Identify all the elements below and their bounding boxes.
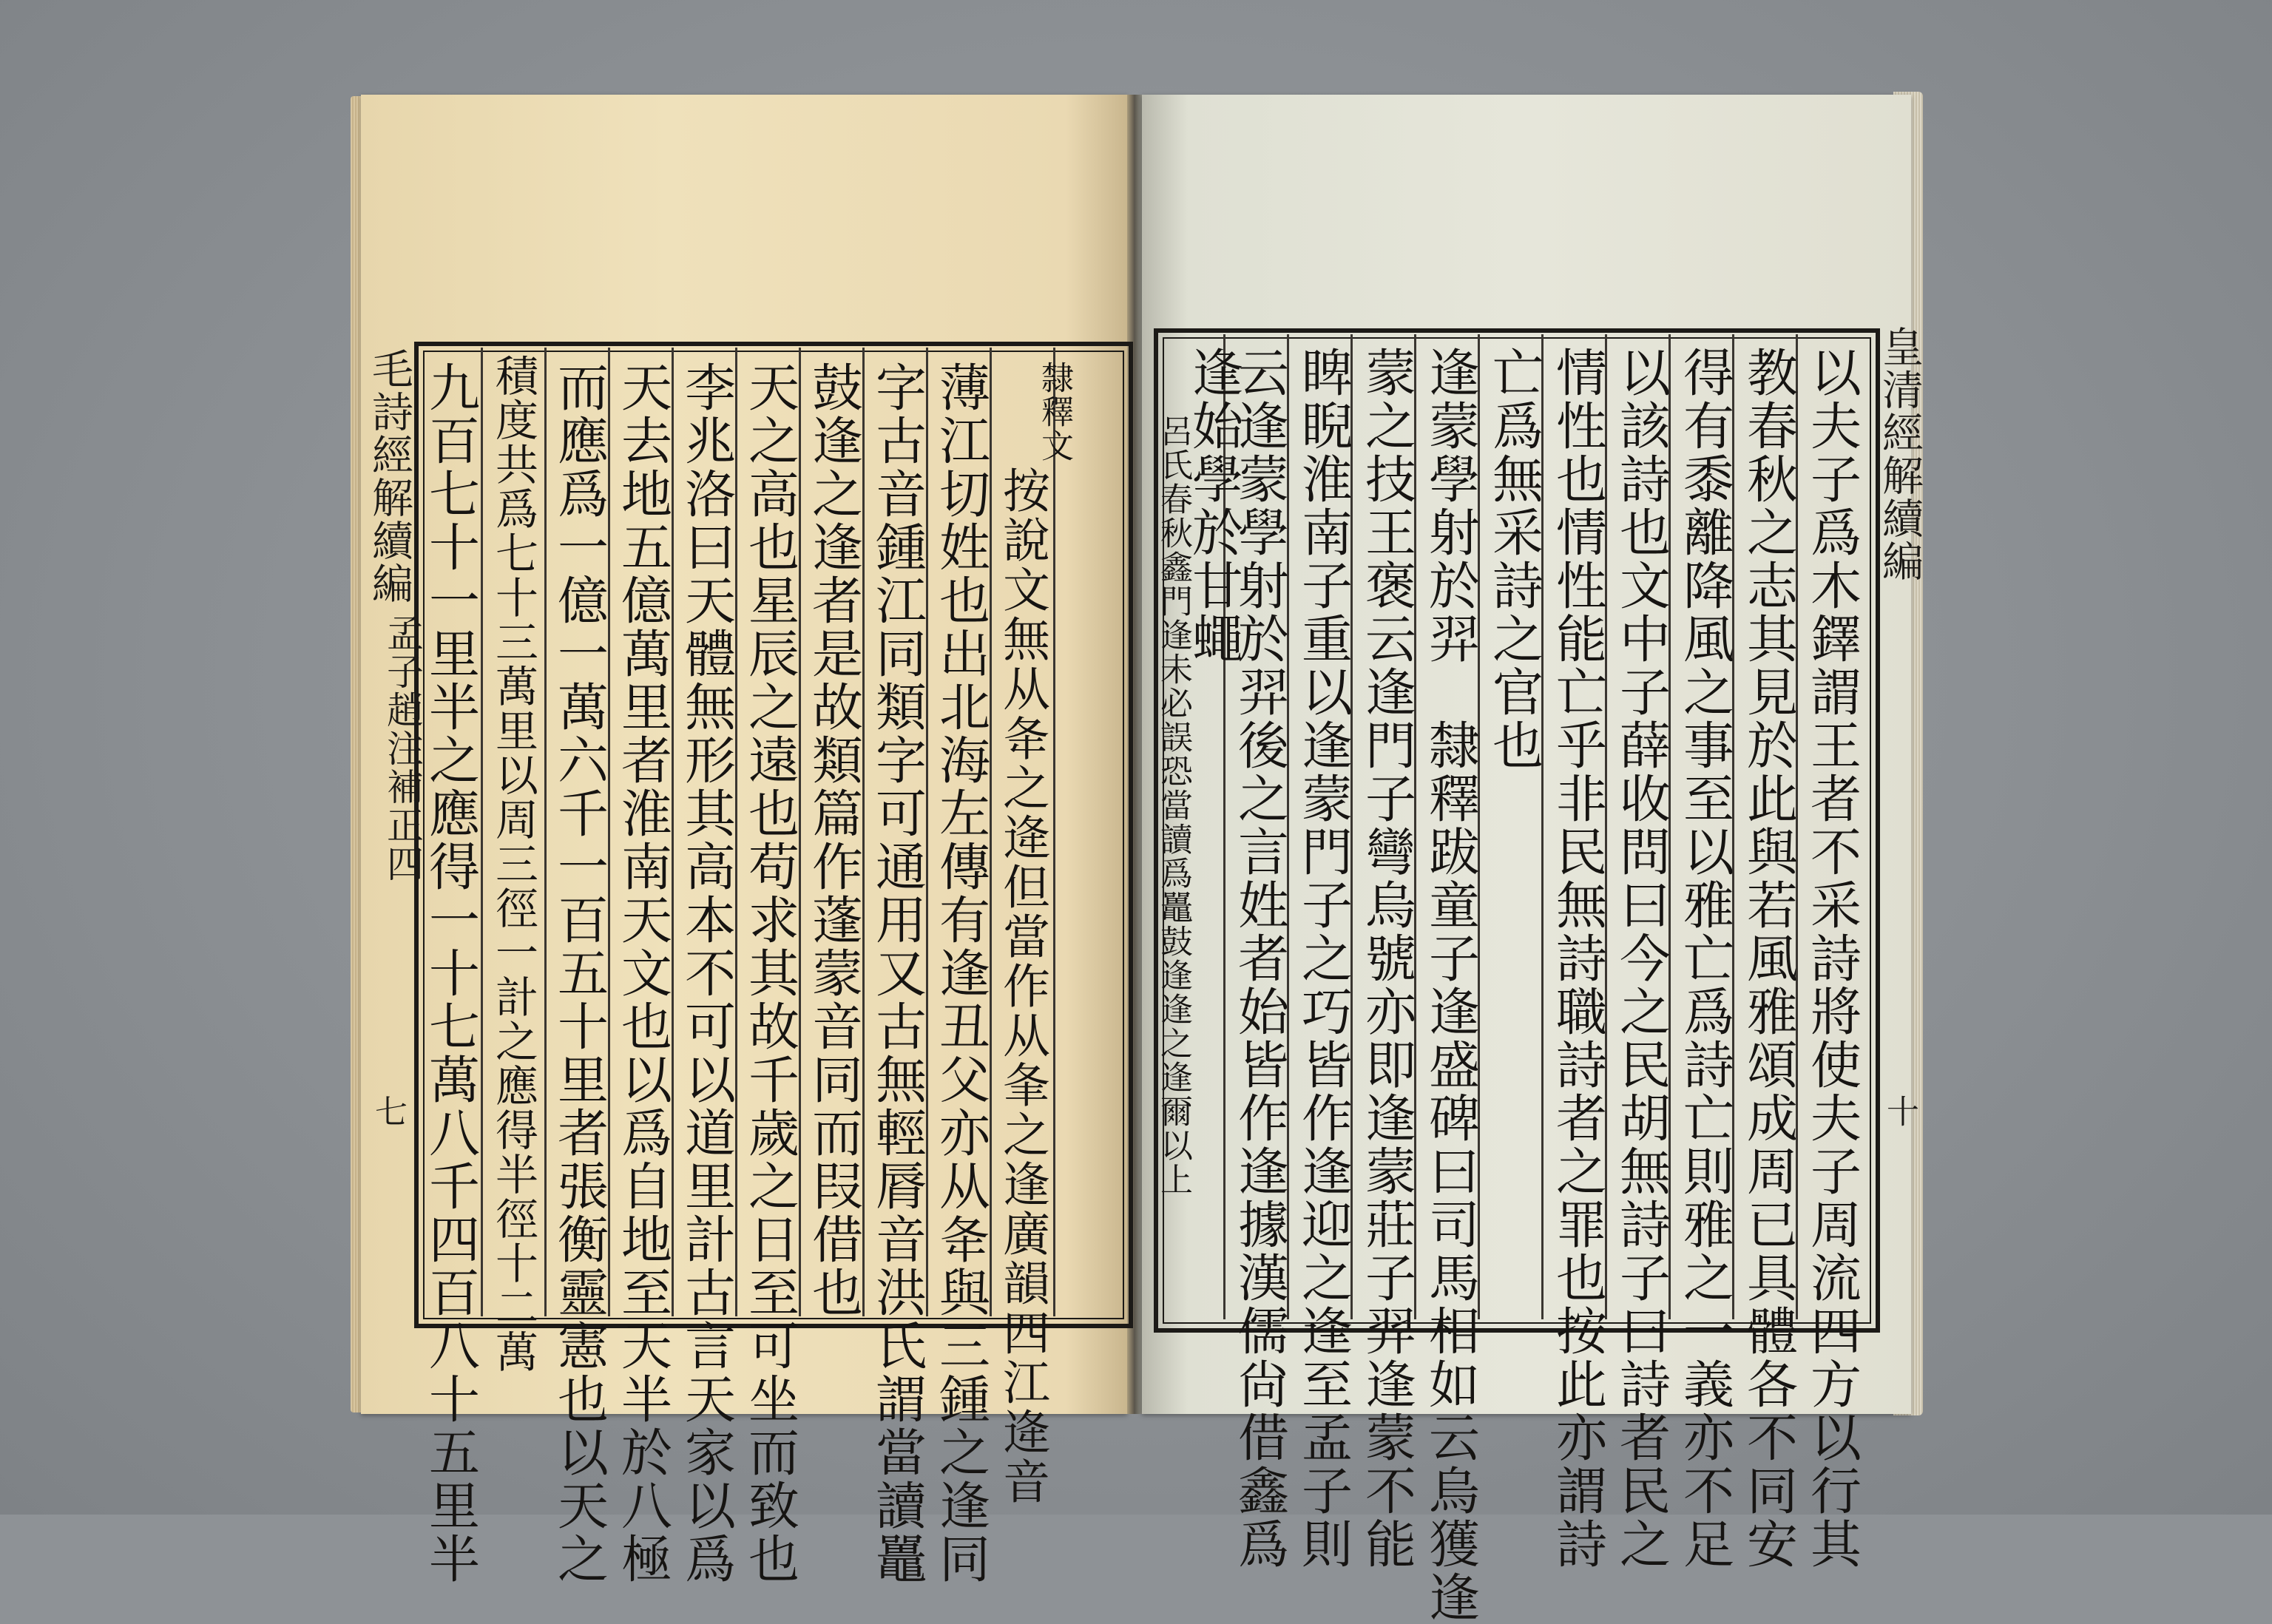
- text-column: 逢始學於甘蠅: [1183, 346, 1242, 666]
- right-running-title: 皇清經解續編: [1876, 325, 1924, 583]
- column-rule: [799, 348, 801, 1316]
- left-running-title: 毛詩經解續編: [365, 348, 413, 605]
- text-column: 字古音鍾江同類字可通用又古無輕脣音洪氏謂當讀鼉: [867, 361, 926, 1586]
- text-column: 積度共爲七十三萬里以周三徑一計之應得半徑十二萬: [488, 353, 538, 1374]
- text-column: 天去地五億萬里者淮南天文也以爲自地至天半於八極: [612, 361, 672, 1586]
- text-column: 情性也情性能亡乎非民無詩職詩者之罪也按此亦謂詩: [1547, 346, 1606, 1571]
- column-rule: [862, 348, 865, 1316]
- text-column: 教春秋之志其見於此與若風雅頌成周已具體各不同安: [1738, 346, 1797, 1571]
- right-folio: 十: [1881, 1094, 1918, 1127]
- column-rule: [926, 348, 928, 1316]
- text-column: 得有黍離降風之事至以雅亡爲詩亡則雅之一義亦不足: [1674, 346, 1734, 1571]
- column-rule: [481, 348, 483, 1316]
- text-column-commentary: 呂氏春秋鑫門逢未必誤恐當讀爲鼉鼓逢逢之逢爾以上: [1154, 414, 1192, 1197]
- left-section-title: 孟子趙注補正四: [381, 614, 424, 883]
- text-column-heading: 隸釋文: [1035, 361, 1073, 463]
- text-column: 按說文無从夅之逄但當作从夆之逢廣韻四江逄音: [995, 466, 1049, 1506]
- text-column: 睥睨淮南子重以逢蒙門子之巧皆作逢迎之逢至孟子則: [1293, 346, 1352, 1571]
- column-rule: [544, 348, 547, 1316]
- text-column: 而應爲一億一萬六千一百五十里者張衡靈憲也以天之: [549, 361, 608, 1586]
- text-column: 鼓逢之逢者是故類篇作蓬蒙音同而叚借也: [803, 361, 862, 1319]
- text-column: 以夫子爲木鐸謂王者不采詩將使夫子周流四方以行其: [1802, 346, 1861, 1571]
- column-rule: [990, 348, 992, 1316]
- text-column: 薄江切姓也出北海左傳有逢丑父亦从夅與三鍾之逢同: [930, 361, 990, 1586]
- text-column: 天之高也星辰之遠也苟求其故千歲之日至可坐而致也: [740, 361, 799, 1586]
- column-rule: [608, 348, 610, 1316]
- text-column: 云逢蒙學射於羿後之言姓者始皆作逢據漢儒尙借鑫爲: [1229, 346, 1288, 1571]
- text-column: 亡爲無采詩之官也: [1484, 346, 1543, 772]
- column-rule: [735, 348, 737, 1316]
- column-rule: [1053, 348, 1055, 1316]
- text-column: 以該詩也文中子薛收問曰今之民胡無詩子曰詩者民之: [1611, 346, 1670, 1571]
- text-column: 逢蒙學射於羿 隸釋跋童子逢盛碑曰司馬相如云烏獲逢: [1420, 346, 1479, 1624]
- column-rule: [672, 348, 674, 1316]
- text-column: 蒙之技王褒云逢門子彎烏號亦即逢蒙莊子羿逢蒙不能: [1356, 346, 1416, 1571]
- left-folio: 七: [369, 1094, 407, 1127]
- text-column: 李兆洛曰天體無形其高本不可以道里計古言天家以爲: [676, 361, 735, 1586]
- text-column: 九百七十一里半之應得一十七萬八千四百八十五里半: [420, 361, 479, 1586]
